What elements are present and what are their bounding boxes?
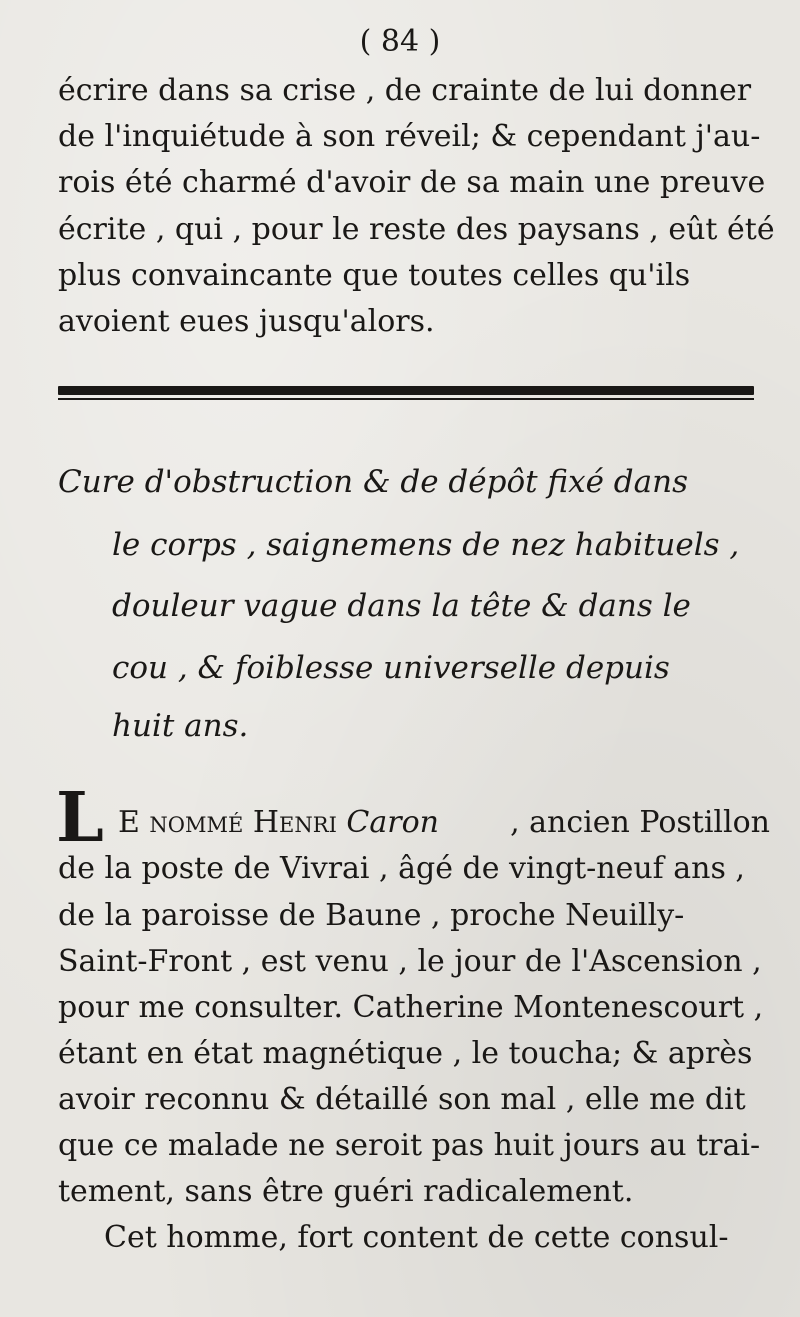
paragraph-line-1: E nommé Henri Caron , ancien Postillon [118,805,770,840]
section-title-line-4: cou , & foiblesse universelle depuis [112,650,670,686]
intro-line-6: avoient eues jusqu'alors. [58,304,435,339]
section-title-line-2: le corps , saignemens de nez habituels , [112,527,740,563]
paragraph-line-3: de la paroisse de Baune , proche Neuilly- [58,898,685,933]
paragraph-line-7: avoir reconnu & détaillé son mal , elle me dit [58,1082,746,1117]
paragraph-line-8: que ce malade ne seroit pas huit jours au trai- [58,1128,761,1163]
paragraph-line-4: Saint-Front , est venu , le jour de l'Ascension , [58,944,762,979]
section-divider [58,386,754,400]
person-name: Caron [346,805,439,840]
paragraph-line-9: tement, sans être guéri radicalement. [58,1174,634,1209]
paragraph-line-6: étant en état magnétique , le toucha; & après [58,1036,753,1071]
page-number: ( 84 ) [359,24,441,59]
intro-line-1: écrire dans sa crise , de crainte de lui donner [58,73,752,108]
section-title-line-3: douleur vague dans la tête & dans le [112,588,691,624]
intro-line-4: écrite , qui , pour le reste des paysans , eût été [58,212,775,247]
section-title-line-1: Cure d'obstruction & de dépôt fixé dans [58,464,689,500]
drop-cap: L [56,778,104,858]
intro-line-3: rois été charmé d'avoir de sa main une preuve [58,165,766,200]
paragraph-line-2: de la poste de Vivrai , âgé de vingt-neuf ans , [58,851,745,886]
intro-line-5: plus convaincante que toutes celles qu'ils [58,258,691,293]
section-title-line-5: huit ans. [112,708,249,744]
paragraph-line-5: pour me consulter. Catherine Montenescourt , [58,990,764,1025]
next-paragraph-line: Cet homme, fort content de cette consul- [104,1220,729,1255]
intro-line-2: de l'inquiétude à son réveil; & cependant j'au- [58,119,761,154]
